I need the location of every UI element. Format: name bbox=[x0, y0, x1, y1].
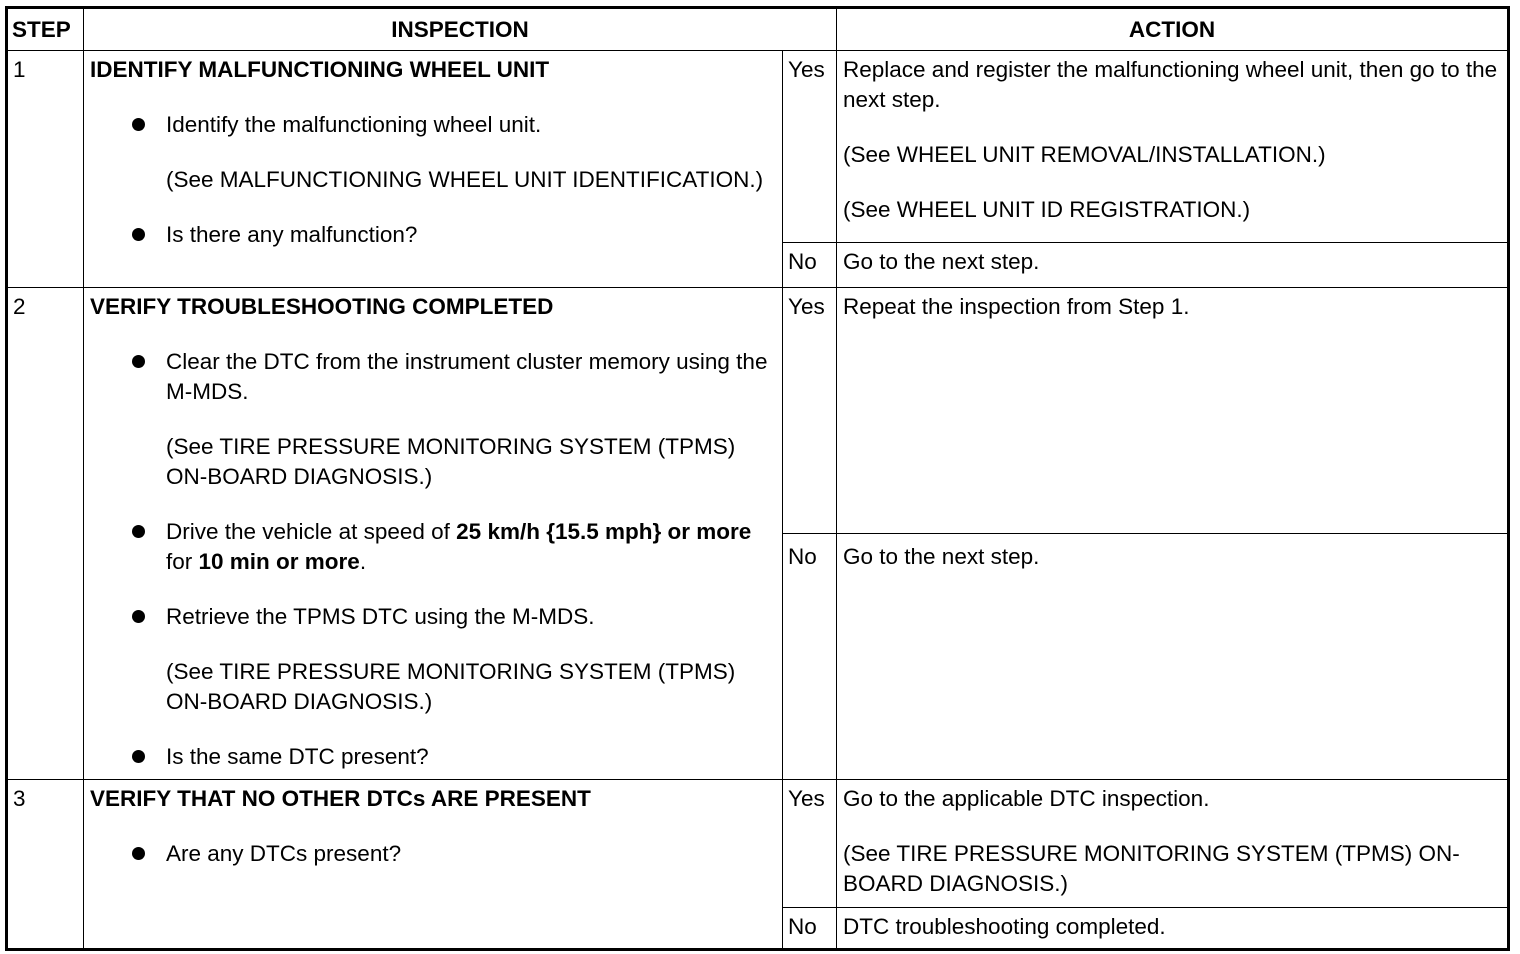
action-text: Replace and register the malfunctioning wheel unit, then go to the next step. bbox=[843, 57, 1498, 112]
step-number: 2 bbox=[7, 288, 84, 780]
bullet-icon bbox=[132, 525, 145, 538]
reference-note: (See TIRE PRESSURE MONITORING SYSTEM (TPMS) ON-BOARD DIAGNOSIS.) bbox=[166, 659, 736, 714]
yes-action bbox=[837, 51, 1509, 243]
bullet-icon bbox=[132, 610, 145, 623]
inspection-item: Identify the malfunctioning wheel unit. bbox=[90, 110, 774, 140]
action-text: Go to the applicable DTC inspection. bbox=[843, 786, 1210, 811]
no-label: No bbox=[783, 534, 837, 780]
inspection-question: Are any DTCs present? bbox=[90, 839, 774, 869]
bullet-icon bbox=[132, 118, 145, 131]
step-number: 1 bbox=[7, 51, 84, 288]
step-title: VERIFY THAT NO OTHER DTCs ARE PRESENT bbox=[90, 786, 591, 811]
inspection-list bbox=[90, 742, 774, 772]
inspection-item: Drive the vehicle at speed of 25 km/h {15.5 mph} or more for 10 min or more. bbox=[90, 517, 774, 577]
yes-label: Yes bbox=[783, 51, 837, 243]
bullet-icon bbox=[132, 355, 145, 368]
bullet-icon bbox=[132, 847, 145, 860]
step-3-yes-row bbox=[7, 780, 1509, 908]
header-row bbox=[7, 8, 1509, 51]
no-action: Go to the next step. bbox=[837, 243, 1509, 288]
inspection-question: Is the same DTC present? bbox=[90, 742, 774, 772]
header-inspection: INSPECTION bbox=[84, 8, 837, 51]
step-3-inspection bbox=[84, 780, 783, 950]
speed-spec: 25 km/h {15.5 mph} or more bbox=[456, 519, 752, 544]
inspection-item: Retrieve the TPMS DTC using the M-MDS. bbox=[90, 602, 774, 632]
header-step: STEP bbox=[7, 8, 84, 51]
inspection-list bbox=[90, 347, 774, 407]
yes-action: Repeat the inspection from Step 1. bbox=[837, 288, 1509, 534]
step-number: 3 bbox=[7, 780, 84, 950]
bullet-icon bbox=[132, 750, 145, 763]
inspection-question: Is there any malfunction? bbox=[90, 220, 774, 250]
yes-label: Yes bbox=[783, 288, 837, 534]
inspection-list bbox=[90, 110, 774, 140]
inspection-list bbox=[90, 517, 774, 632]
inspection-list bbox=[90, 839, 774, 869]
time-spec: 10 min or more bbox=[198, 549, 360, 574]
reference-note: (See WHEEL UNIT REMOVAL/INSTALLATION.) bbox=[843, 142, 1326, 167]
yes-action bbox=[837, 780, 1509, 908]
header-action: ACTION bbox=[837, 8, 1509, 51]
reference-note: (See TIRE PRESSURE MONITORING SYSTEM (TPMS) ON-BOARD DIAGNOSIS.) bbox=[166, 434, 736, 489]
step-1-yes-row bbox=[7, 51, 1509, 243]
step-title: VERIFY TROUBLESHOOTING COMPLETED bbox=[90, 294, 554, 319]
no-action: Go to the next step. bbox=[837, 534, 1509, 780]
step-2-inspection bbox=[84, 288, 783, 780]
step-1-inspection bbox=[84, 51, 783, 288]
reference-note: (See TIRE PRESSURE MONITORING SYSTEM (TPMS) ON-BOARD DIAGNOSIS.) bbox=[843, 841, 1460, 896]
yes-label: Yes bbox=[783, 780, 837, 908]
diagnostic-table bbox=[5, 6, 1510, 951]
no-action: DTC troubleshooting completed. bbox=[837, 908, 1509, 950]
reference-note: (See MALFUNCTIONING WHEEL UNIT IDENTIFICATION.) bbox=[166, 167, 764, 192]
no-label: No bbox=[783, 908, 837, 950]
bullet-icon bbox=[132, 228, 145, 241]
no-label: No bbox=[783, 243, 837, 288]
step-2-yes-row bbox=[7, 288, 1509, 534]
inspection-list bbox=[90, 220, 774, 250]
inspection-item: Clear the DTC from the instrument cluster memory using the M-MDS. bbox=[90, 347, 774, 407]
step-title: IDENTIFY MALFUNCTIONING WHEEL UNIT bbox=[90, 57, 550, 82]
reference-note: (See WHEEL UNIT ID REGISTRATION.) bbox=[843, 197, 1251, 222]
